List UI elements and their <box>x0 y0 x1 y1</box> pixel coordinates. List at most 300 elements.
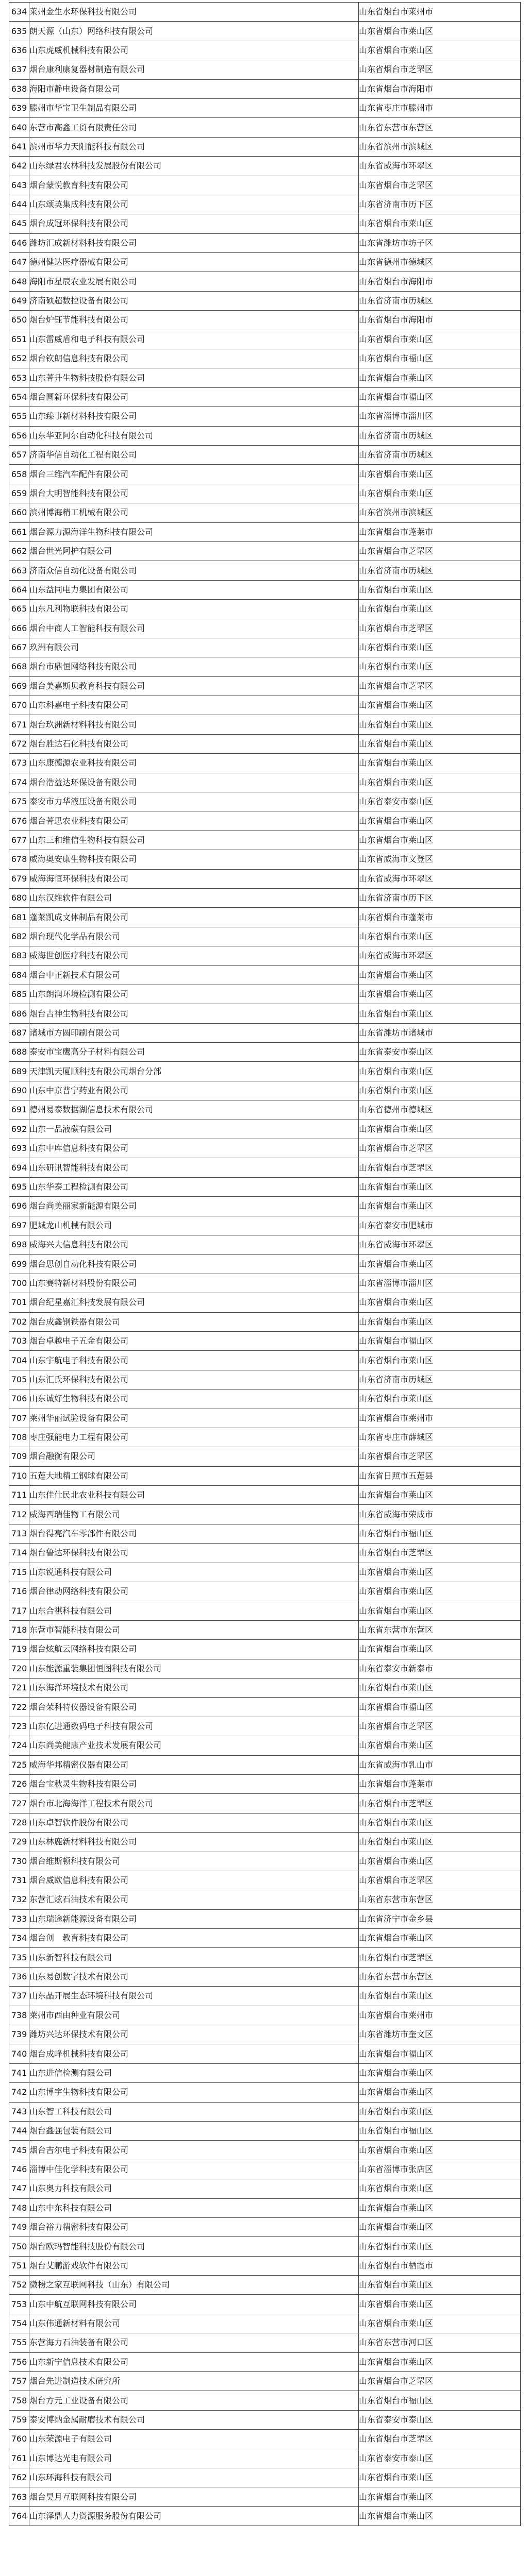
row-number-cell: 720 <box>9 1659 29 1678</box>
address-cell: 山东省烟台市芝罘区 <box>359 1871 521 1890</box>
table-row <box>9 792 521 811</box>
row-number-cell: 693 <box>9 1139 29 1158</box>
company-name-cell: 烟台市鼎恒网络科技有限公司 <box>29 657 359 676</box>
row-number-cell: 641 <box>9 137 29 156</box>
address-cell: 山东省泰安市新泰市 <box>359 1659 521 1678</box>
table-row <box>9 2237 521 2256</box>
table-row <box>9 407 521 426</box>
company-name-cell: 烟台市北海海洋工程技术有限公司 <box>29 1794 359 1813</box>
address-cell: 山东省烟台市福山区 <box>359 1331 521 1350</box>
address-cell: 山东省威海市环翠区 <box>359 869 521 888</box>
company-name-cell: 山东新宁信息技术有限公司 <box>29 2352 359 2371</box>
address-cell: 山东省淄博市张店区 <box>359 2160 521 2179</box>
company-name-cell: 山东智工科技有限公司 <box>29 2102 359 2121</box>
address-cell: 山东省威海市乳山市 <box>359 1755 521 1774</box>
table-row <box>9 1909 521 1928</box>
address-cell: 山东省枣庄市滕州市 <box>359 98 521 117</box>
address-cell: 山东省烟台市莱山区 <box>359 330 521 349</box>
row-number-cell: 638 <box>9 79 29 98</box>
row-number-cell: 761 <box>9 2449 29 2468</box>
table-row <box>9 1312 521 1331</box>
address-cell: 山东省烟台市芝罘区 <box>359 619 521 638</box>
address-cell: 山东省烟台市芝罘区 <box>359 1948 521 1967</box>
table-row <box>9 2468 521 2487</box>
table-row <box>9 811 521 831</box>
table-row <box>9 1620 521 1639</box>
company-name-cell: 山东佳仕民北农业科技有限公司 <box>29 1486 359 1505</box>
table-row <box>9 387 521 406</box>
address-cell: 山东省烟台市莱州市 <box>359 2006 521 2025</box>
company-name-cell: 微榜之家互联网科技（山东）有限公司 <box>29 2276 359 2295</box>
table-row <box>9 253 521 272</box>
row-number-cell: 635 <box>9 22 29 41</box>
row-number-cell: 704 <box>9 1351 29 1370</box>
row-number-cell: 668 <box>9 657 29 676</box>
address-cell: 山东省烟台市莱山区 <box>359 2468 521 2487</box>
row-number-cell: 726 <box>9 1774 29 1793</box>
table-row <box>9 349 521 368</box>
row-number-cell: 756 <box>9 2352 29 2371</box>
table-row <box>9 137 521 156</box>
address-cell: 山东省滨州市滨城区 <box>359 137 521 156</box>
row-number-cell: 758 <box>9 2391 29 2410</box>
address-cell: 山东省泰安市泰山区 <box>359 2410 521 2429</box>
address-cell: 山东省德州市德城区 <box>359 253 521 272</box>
company-name-cell: 烟台卓越电子五金有限公司 <box>29 1331 359 1350</box>
table-row <box>9 2083 521 2102</box>
address-cell: 山东省烟台市芝罘区 <box>359 1794 521 1813</box>
table-row <box>9 1216 521 1235</box>
company-name-cell: 山东研讯智能科技有限公司 <box>29 1158 359 1177</box>
company-name-cell: 淄博中佳化学科技有限公司 <box>29 2160 359 2179</box>
table-row <box>9 2314 521 2333</box>
table-row <box>9 1601 521 1620</box>
company-name-cell: 烟台炉钰节能科技有限公司 <box>29 311 359 330</box>
table-row <box>9 2121 521 2140</box>
table-row <box>9 118 521 137</box>
company-name-cell: 山东晶开展生态环境科技有限公司 <box>29 1987 359 2006</box>
address-cell: 山东省烟台市蓬莱市 <box>359 908 521 927</box>
address-cell: 山东省烟台市芝罘区 <box>359 676 521 696</box>
company-name-cell: 烟台大明智能科技有限公司 <box>29 484 359 503</box>
table-row <box>9 1948 521 1967</box>
company-name-cell: 山东卓智软件股份有限公司 <box>29 1813 359 1832</box>
company-name-cell: 烟台成峰机械科技有限公司 <box>29 2044 359 2063</box>
table-row <box>9 1177 521 1196</box>
address-cell: 山东省淄博市淄川区 <box>359 407 521 426</box>
address-cell: 山东省威海市环翠区 <box>359 946 521 965</box>
address-cell: 山东省烟台市莱山区 <box>359 2102 521 2121</box>
table-row <box>9 1043 521 1062</box>
address-cell: 山东省烟台市莱山区 <box>359 811 521 831</box>
company-name-cell: 东营海力石油装备有限公司 <box>29 2333 359 2352</box>
row-number-cell: 688 <box>9 1043 29 1062</box>
table-row <box>9 426 521 445</box>
address-cell: 山东省烟台市莱山区 <box>359 831 521 850</box>
address-cell: 山东省烟台市莱山区 <box>359 1312 521 1331</box>
address-cell: 山东省烟台市福山区 <box>359 1698 521 1717</box>
address-cell: 山东省烟台市福山区 <box>359 387 521 406</box>
company-name-cell: 山东康德源农业科技有限公司 <box>29 754 359 773</box>
row-number-cell: 657 <box>9 445 29 464</box>
table-row <box>9 1736 521 1755</box>
table-row <box>9 1158 521 1177</box>
row-number-cell: 649 <box>9 291 29 310</box>
address-cell: 山东省淄博市淄川区 <box>359 1274 521 1293</box>
company-name-cell: 烟台美嘉斯贝教育科技有限公司 <box>29 676 359 696</box>
address-cell: 山东省烟台市莱山区 <box>359 696 521 715</box>
company-name-cell: 烟台蒙悦教育科技有限公司 <box>29 176 359 195</box>
row-number-cell: 691 <box>9 1100 29 1120</box>
company-name-cell: 山东新智科技有限公司 <box>29 1948 359 1967</box>
row-number-cell: 707 <box>9 1409 29 1428</box>
address-cell: 山东省烟台市莱山区 <box>359 1833 521 1852</box>
table-row <box>9 1447 521 1466</box>
table-row <box>9 2430 521 2449</box>
table-row <box>9 985 521 1004</box>
address-cell: 山东省潍坊市诸城市 <box>359 1023 521 1042</box>
company-name-cell: 烟台威欧信息科技有限公司 <box>29 1871 359 1890</box>
company-name-cell: 蓬莱凯成文体制品有限公司 <box>29 908 359 927</box>
company-name-cell: 济南华信自动化工程有限公司 <box>29 445 359 464</box>
company-name-cell: 烟台吉尔电子科技有限公司 <box>29 2141 359 2160</box>
address-cell: 山东省烟台市莱山区 <box>359 1389 521 1409</box>
address-cell: 山东省泰安市泰山区 <box>359 2449 521 2468</box>
address-cell: 山东省东营市东营区 <box>359 1967 521 1986</box>
company-name-cell: 烟台源力源海洋生物科技有限公司 <box>29 522 359 541</box>
company-name-cell: 烟台宝秋灵生物科技有限公司 <box>29 1774 359 1793</box>
address-cell: 山东省烟台市莱山区 <box>359 368 521 387</box>
company-name-cell: 山东宇航电子科技有限公司 <box>29 1351 359 1370</box>
table-row <box>9 1582 521 1601</box>
row-number-cell: 743 <box>9 2102 29 2121</box>
table-row <box>9 600 521 619</box>
row-number-cell: 647 <box>9 253 29 272</box>
table-row <box>9 1929 521 1948</box>
address-cell: 山东省泰安市泰山区 <box>359 1043 521 1062</box>
address-cell: 山东省烟台市莱山区 <box>359 1640 521 1659</box>
row-number-cell: 740 <box>9 2044 29 2063</box>
company-name-cell: 山东赛特新材料股份有限公司 <box>29 1274 359 1293</box>
table-row <box>9 1563 521 1582</box>
address-cell: 山东省烟台市莱山区 <box>359 734 521 753</box>
table-row <box>9 1544 521 1563</box>
address-cell: 山东省烟台市莱山区 <box>359 2063 521 2082</box>
company-name-cell: 山东博达光电有限公司 <box>29 2449 359 2468</box>
address-cell: 山东省烟台市莱山区 <box>359 2083 521 2102</box>
company-name-cell: 山东亿进通数码电子科技有限公司 <box>29 1717 359 1736</box>
company-name-cell: 山东博宇生物科技有限公司 <box>29 2083 359 2102</box>
company-name-cell: 威海世创医疗科技有限公司 <box>29 946 359 965</box>
row-number-cell: 762 <box>9 2468 29 2487</box>
address-cell: 山东省烟台市莱山区 <box>359 754 521 773</box>
table-row <box>9 311 521 330</box>
row-number-cell: 745 <box>9 2141 29 2160</box>
address-cell: 山东省烟台市莱山区 <box>359 22 521 41</box>
table-row <box>9 484 521 503</box>
company-name-cell: 烟台欧玛智能科技股份有限公司 <box>29 2237 359 2256</box>
company-name-cell: 山东汇氏环保科技有限公司 <box>29 1370 359 1389</box>
table-row <box>9 195 521 214</box>
row-number-cell: 741 <box>9 2063 29 2082</box>
company-name-cell: 莱州金生水环保科技有限公司 <box>29 3 359 22</box>
table-row <box>9 1004 521 1023</box>
row-number-cell: 717 <box>9 1601 29 1620</box>
company-name-cell: 烟台成冠环保科技有限公司 <box>29 214 359 233</box>
row-number-cell: 725 <box>9 1755 29 1774</box>
row-number-cell: 754 <box>9 2314 29 2333</box>
table-row <box>9 541 521 561</box>
company-name-cell: 烟台鲁达环保科技有限公司 <box>29 1544 359 1563</box>
row-number-cell: 705 <box>9 1370 29 1389</box>
table-row <box>9 1524 521 1543</box>
company-name-cell: 海阳市星辰农业发展有限公司 <box>29 272 359 291</box>
table-row <box>9 1274 521 1293</box>
row-number-cell: 750 <box>9 2237 29 2256</box>
table-row <box>9 176 521 195</box>
row-number-cell: 742 <box>9 2083 29 2102</box>
row-number-cell: 675 <box>9 792 29 811</box>
company-name-cell: 烟台吉神生物科技有限公司 <box>29 1004 359 1023</box>
table-row <box>9 1023 521 1042</box>
row-number-cell: 700 <box>9 1274 29 1293</box>
address-cell: 山东省烟台市莱山区 <box>359 2295 521 2314</box>
row-number-cell: 661 <box>9 522 29 541</box>
company-name-cell: 山东菁升生物科技股份有限公司 <box>29 368 359 387</box>
address-cell: 山东省烟台市莱山区 <box>359 1736 521 1755</box>
address-cell: 山东省烟台市海阳市 <box>359 272 521 291</box>
address-cell: 山东省烟台市莱山区 <box>359 2314 521 2333</box>
address-cell: 山东省烟台市莱山区 <box>359 1255 521 1274</box>
company-name-cell: 肥城龙山机械有限公司 <box>29 1216 359 1235</box>
address-cell: 山东省烟台市福山区 <box>359 349 521 368</box>
address-cell: 山东省烟台市芝罘区 <box>359 1139 521 1158</box>
company-name-cell: 山东凡利物联科技有限公司 <box>29 600 359 619</box>
company-name-cell: 莱州华丽试验设备有限公司 <box>29 1409 359 1428</box>
company-name-cell: 滨州博海精工机械有限公司 <box>29 503 359 522</box>
address-cell: 山东省枣庄市薛城区 <box>359 1428 521 1447</box>
address-cell: 山东省烟台市芝罘区 <box>359 1447 521 1466</box>
company-name-cell: 烟台维斯顿科技有限公司 <box>29 1852 359 1871</box>
row-number-cell: 671 <box>9 715 29 734</box>
table-row <box>9 1255 521 1274</box>
row-number-cell: 763 <box>9 2487 29 2506</box>
row-number-cell: 748 <box>9 2198 29 2217</box>
row-number-cell: 656 <box>9 426 29 445</box>
row-number-cell: 667 <box>9 638 29 657</box>
company-name-cell: 山东奥力科技有限公司 <box>29 2179 359 2198</box>
table-row <box>9 1466 521 1485</box>
address-cell: 山东省烟台市莱州市 <box>359 3 521 22</box>
address-cell: 山东省烟台市莱山区 <box>359 1197 521 1216</box>
company-name-cell: 天津凯天厦顺科技有限公司烟台分部 <box>29 1062 359 1081</box>
company-name-cell: 烟台荣科特仪器设备有限公司 <box>29 1698 359 1717</box>
address-cell: 山东省烟台市芝罘区 <box>359 176 521 195</box>
table-row <box>9 1698 521 1717</box>
company-name-cell: 山东中航互联网科技有限公司 <box>29 2295 359 2314</box>
table-row <box>9 2410 521 2429</box>
company-name-cell: 威海奥安康生物科技有限公司 <box>29 850 359 869</box>
company-name-cell: 泰安市力华液压设备有限公司 <box>29 792 359 811</box>
row-number-cell: 684 <box>9 965 29 985</box>
row-number-cell: 677 <box>9 831 29 850</box>
row-number-cell: 637 <box>9 60 29 79</box>
company-name-cell: 山东林鹿新材料科技有限公司 <box>29 1833 359 1852</box>
table-row <box>9 1139 521 1158</box>
company-name-cell: 烟台律动网络科技有限公司 <box>29 1582 359 1601</box>
company-name-cell: 诸城市方圆印刷有限公司 <box>29 1023 359 1042</box>
row-number-cell: 710 <box>9 1466 29 1485</box>
row-number-cell: 736 <box>9 1967 29 1986</box>
address-cell: 山东省烟台市莱山区 <box>359 1563 521 1582</box>
address-cell: 山东省烟台市海阳市 <box>359 79 521 98</box>
table-row <box>9 2276 521 2295</box>
company-name-cell: 烟台纪星嘉汇科技发展有限公司 <box>29 1293 359 1312</box>
row-number-cell: 714 <box>9 1544 29 1563</box>
row-number-cell: 640 <box>9 118 29 137</box>
row-number-cell: 659 <box>9 484 29 503</box>
table-row <box>9 696 521 715</box>
row-number-cell: 682 <box>9 927 29 946</box>
table-row <box>9 79 521 98</box>
row-number-cell: 670 <box>9 696 29 715</box>
row-number-cell: 650 <box>9 311 29 330</box>
table-row <box>9 1755 521 1774</box>
row-number-cell: 715 <box>9 1563 29 1582</box>
row-number-cell: 751 <box>9 2256 29 2275</box>
row-number-cell: 648 <box>9 272 29 291</box>
address-cell: 山东省威海市荣成市 <box>359 1505 521 1524</box>
table-row <box>9 1100 521 1120</box>
address-cell: 山东省烟台市莱山区 <box>359 1678 521 1697</box>
row-number-cell: 738 <box>9 2006 29 2025</box>
address-cell: 山东省济南市历城区 <box>359 291 521 310</box>
address-cell: 山东省济南市历下区 <box>359 888 521 907</box>
table-row <box>9 2044 521 2063</box>
address-cell: 山东省烟台市莱山区 <box>359 965 521 985</box>
company-name-cell: 烟台现代化学品有限公司 <box>29 927 359 946</box>
address-cell: 山东省烟台市莱山区 <box>359 1062 521 1081</box>
company-name-cell: 威海华邦精密仪器有限公司 <box>29 1755 359 1774</box>
company-name-cell: 山东易创数字技术有限公司 <box>29 1967 359 1986</box>
company-name-cell: 滨州市华力天阳能科技有限公司 <box>29 137 359 156</box>
company-name-cell: 山东伟通新材料有限公司 <box>29 2314 359 2333</box>
company-name-cell: 滕州市华宝卫生制品有限公司 <box>29 98 359 117</box>
table-row <box>9 850 521 869</box>
table-row <box>9 522 521 541</box>
table-row <box>9 1235 521 1255</box>
address-cell: 山东省烟台市莱山区 <box>359 1120 521 1139</box>
table-row <box>9 1409 521 1428</box>
company-name-cell: 山东进信检测有限公司 <box>29 2063 359 2082</box>
company-name-cell: 枣庄强能电力工程有限公司 <box>29 1428 359 1447</box>
address-cell: 山东省烟台市栖霞市 <box>359 2256 521 2275</box>
row-number-cell: 731 <box>9 1871 29 1890</box>
row-number-cell: 709 <box>9 1447 29 1466</box>
table-row <box>9 2198 521 2217</box>
company-name-cell: 东营汇炫石油技术有限公司 <box>29 1890 359 1909</box>
table-row <box>9 580 521 599</box>
table-row <box>9 1678 521 1697</box>
table-row <box>9 214 521 233</box>
row-number-cell: 694 <box>9 1158 29 1177</box>
row-number-cell: 699 <box>9 1255 29 1274</box>
company-name-cell: 山东锐通科技有限公司 <box>29 1563 359 1582</box>
company-name-cell: 山东三和维信生物科技有限公司 <box>29 831 359 850</box>
company-name-cell: 烟台思创自动化科技有限公司 <box>29 1255 359 1274</box>
address-cell: 山东省烟台市莱山区 <box>359 715 521 734</box>
table-row <box>9 965 521 985</box>
row-number-cell: 746 <box>9 2160 29 2179</box>
address-cell: 山东省烟台市莱山区 <box>359 1852 521 1871</box>
table-row <box>9 1774 521 1793</box>
row-number-cell: 666 <box>9 619 29 638</box>
row-number-cell: 697 <box>9 1216 29 1235</box>
address-cell: 山东省威海市环翠区 <box>359 1235 521 1255</box>
address-cell: 山东省烟台市莱山区 <box>359 1081 521 1100</box>
table-row <box>9 2141 521 2160</box>
row-number-cell: 728 <box>9 1813 29 1832</box>
address-cell: 山东省滨州市滨城区 <box>359 503 521 522</box>
table-row <box>9 1486 521 1505</box>
address-cell: 山东省烟台市芝罘区 <box>359 60 521 79</box>
company-name-cell: 山东荣源电子有限公司 <box>29 2430 359 2449</box>
row-number-cell: 760 <box>9 2430 29 2449</box>
row-number-cell: 685 <box>9 985 29 1004</box>
row-number-cell: 644 <box>9 195 29 214</box>
company-name-cell: 五莲大地精工钢球有限公司 <box>29 1466 359 1485</box>
row-number-cell: 639 <box>9 98 29 117</box>
table-row <box>9 888 521 907</box>
company-name-cell: 山东诚好生物科技有限公司 <box>29 1389 359 1409</box>
table-row <box>9 1640 521 1659</box>
company-name-cell: 威海兴大信息科技有限公司 <box>29 1235 359 1255</box>
row-number-cell: 696 <box>9 1197 29 1216</box>
address-cell: 山东省烟台市莱山区 <box>359 1004 521 1023</box>
company-name-cell: 烟台菁思农业科技有限公司 <box>29 811 359 831</box>
address-cell: 山东省烟台市莱山区 <box>359 1582 521 1601</box>
table-row <box>9 233 521 252</box>
table-row <box>9 465 521 484</box>
company-name-cell: 玖洲有限公司 <box>29 638 359 657</box>
company-name-cell: 威海海恒环保科技有限公司 <box>29 869 359 888</box>
table-row <box>9 831 521 850</box>
row-number-cell: 733 <box>9 1909 29 1928</box>
company-name-cell: 烟台炫航云网络科技有限公司 <box>29 1640 359 1659</box>
address-cell: 山东省烟台市莱山区 <box>359 985 521 1004</box>
row-number-cell: 698 <box>9 1235 29 1255</box>
row-number-cell: 646 <box>9 233 29 252</box>
table-row <box>9 946 521 965</box>
address-cell: 山东省烟台市莱山区 <box>359 2352 521 2371</box>
company-name-cell: 烟台裕力精密科技有限公司 <box>29 2217 359 2236</box>
table-row <box>9 1813 521 1832</box>
row-number-cell: 673 <box>9 754 29 773</box>
company-name-cell: 山东海洋环境技术有限公司 <box>29 1678 359 1697</box>
address-cell: 山东省烟台市芝罘区 <box>359 2430 521 2449</box>
company-name-cell: 山东益同电力集团有限公司 <box>29 580 359 599</box>
row-number-cell: 759 <box>9 2410 29 2429</box>
row-number-cell: 744 <box>9 2121 29 2140</box>
address-cell: 山东省德州市德城区 <box>359 1100 521 1120</box>
table-row <box>9 2025 521 2044</box>
company-name-cell: 烟台尚美丽家新能源有限公司 <box>29 1197 359 1216</box>
address-cell: 山东省烟台市福山区 <box>359 2044 521 2063</box>
row-number-cell: 634 <box>9 3 29 22</box>
address-cell: 山东省烟台市莱山区 <box>359 1929 521 1948</box>
row-number-cell: 752 <box>9 2276 29 2295</box>
table-row <box>9 2487 521 2506</box>
